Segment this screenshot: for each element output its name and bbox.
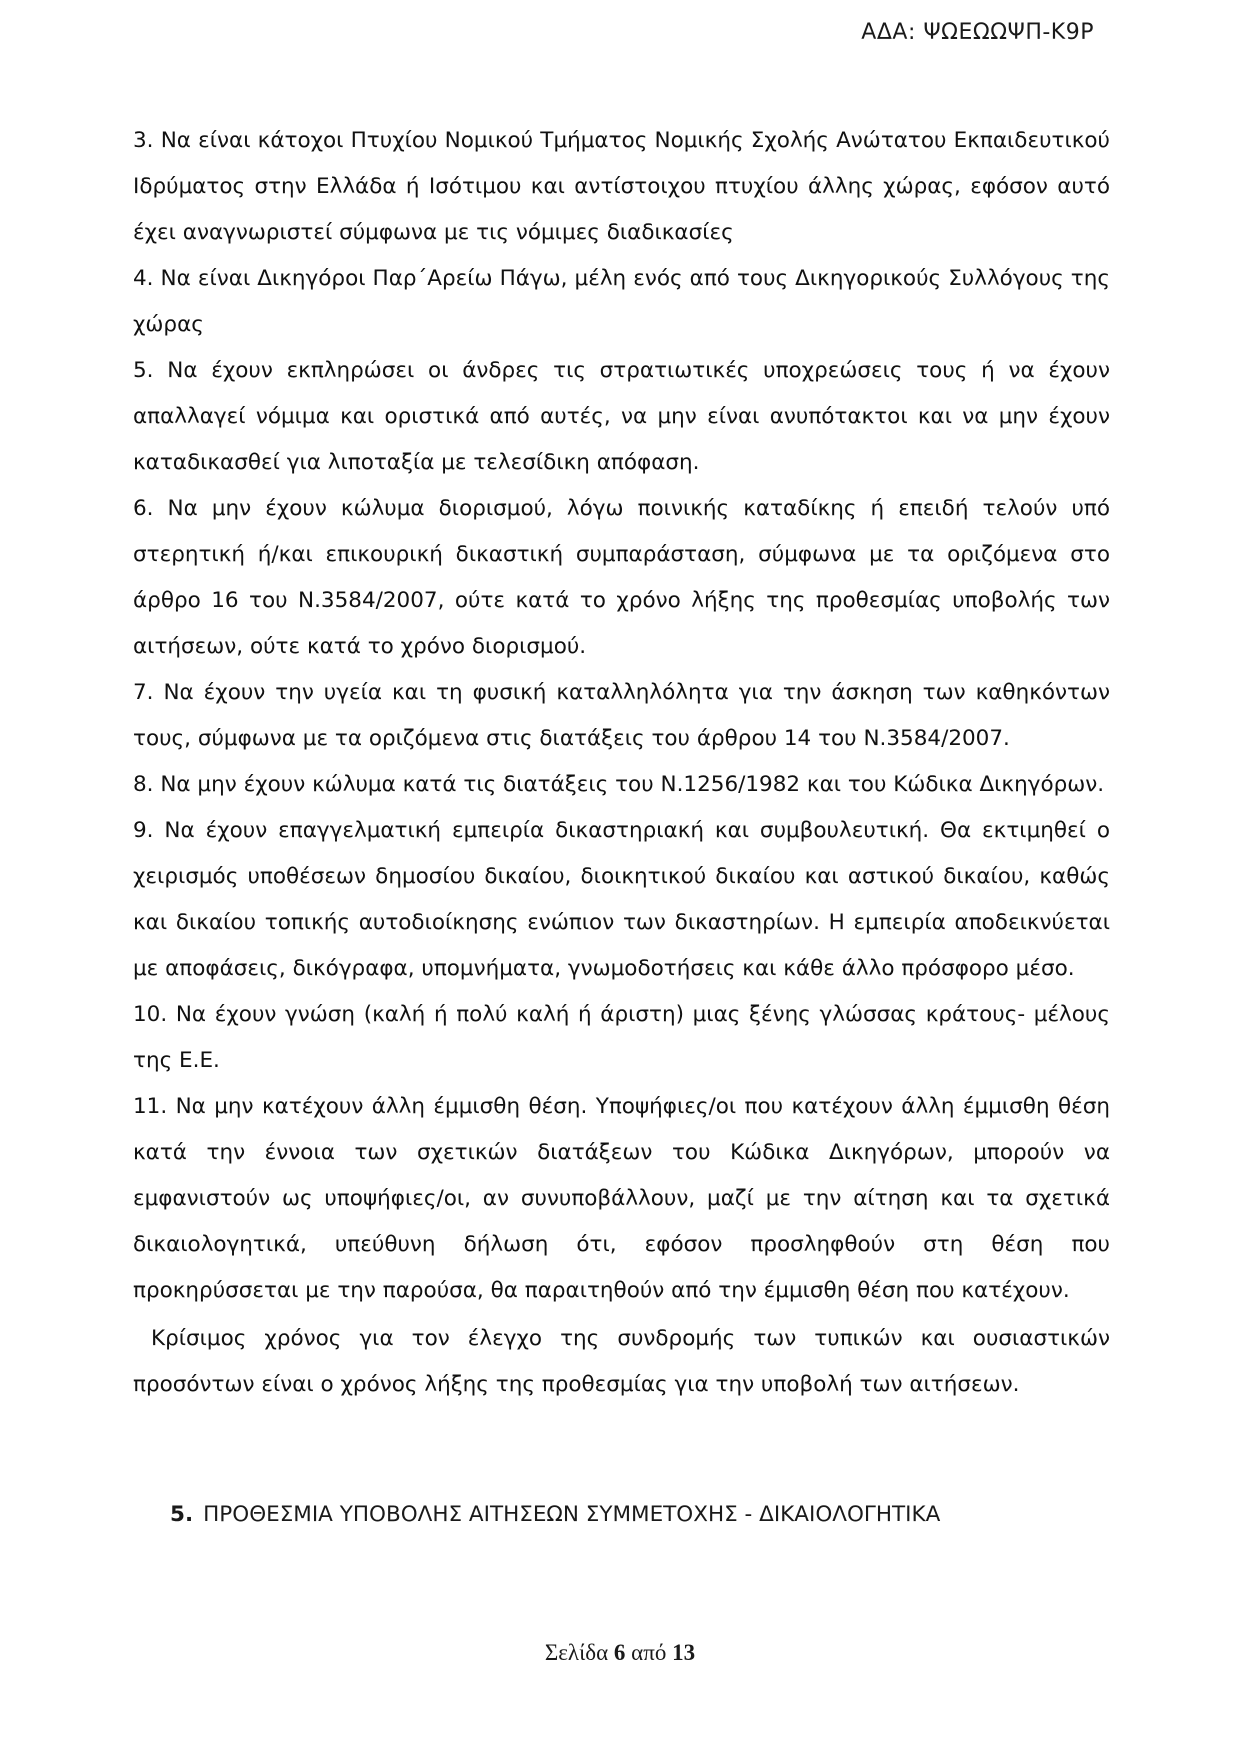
requirement-item-5: 5. Να έχουν εκπληρώσει οι άνδρες τις στρατιωτικές υποχρεώσεις τους ή να έχουν απαλλαγεί νόμιμα και οριστικά από αυτές, να μην είναι ανυπότακτοι και να μην έχουν καταδικασθεί για λιποταξία με τελεσίδικη απόφαση. [133, 358, 1110, 475]
current-page-number: 6 [613, 1640, 626, 1665]
closing-paragraph: Κρίσιμος χρόνος για τον έλεγχο της συνδρομής των τυπικών και ουσιαστικών προσόντων είναι ο χρόνος λήξης της προθεσμίας για την υποβολή των αιτήσεων. [133, 1326, 1110, 1397]
page-footer [0, 1640, 1240, 1666]
requirement-item-6: 6. Να μην έχουν κώλυμα διορισμού, λόγω ποινικής καταδίκης ή επειδή τελούν υπό στερητική ή/και επικουρική δικαστική συμπαράσταση, σύμφωνα με τα οριζόμενα στο άρθρο 16 του Ν.3584/2007, ούτε κατά το χρόνο λήξης της προθεσμίας υποβολής των αιτήσεων, ούτε κατά το χρόνο διορισμού. [133, 496, 1110, 659]
document-body [133, 118, 1110, 1408]
page-word: Σελίδα [544, 1640, 609, 1665]
section-number: 5. [170, 1502, 194, 1527]
ada-code: ΑΔΑ: ΨΩΕΩΩΨΠ-Κ9Ρ [861, 20, 1094, 45]
section-title: ΠΡΟΘΕΣΜΙΑ ΥΠΟΒΟΛΗΣ ΑΙΤΗΣΕΩΝ ΣΥΜΜΕΤΟΧΗΣ - ΔΙΚΑΙΟΛΟΓΗΤΙΚΑ [203, 1502, 941, 1527]
section-heading [170, 1502, 940, 1527]
requirement-item-3: 3. Να είναι κάτοχοι Πτυχίου Νομικού Τμήματος Νομικής Σχολής Ανώτατου Εκπαιδευτικού Ιδρύματος στην Ελλάδα ή Ισότιμου και αντίστοιχου πτυχίου άλλης χώρας, εφόσον αυτό έχει αναγνωριστεί σύμφωνα με τις νόμιμες διαδικασίες [133, 128, 1110, 245]
requirement-item-11: 11. Να μην κατέχουν άλλη έμμισθη θέση. Υποψήφιες/οι που κατέχουν άλλη έμμισθη θέση κατά την έννοια των σχετικών διατάξεων του Κώδικα Δικηγόρων, μπορούν να εμφανιστούν ως υποψήφιες/οι, αν συνυποβάλλουν, μαζί με την αίτηση και τα σχετικά δικαιολογητικά, υπεύθυνη δήλωση ότι, εφόσον προσληφθούν στη θέση που προκηρύσσεται με την παρούσα, θα παραιτηθούν από την έμμισθη θέση που κατέχουν. [133, 1094, 1110, 1303]
requirement-item-10: 10. Να έχουν γνώση (καλή ή πολύ καλή ή άριστη) μιας ξένης γλώσσας κράτους- μέλους της Ε.Ε. [133, 1002, 1110, 1073]
requirement-item-4: 4. Να είναι Δικηγόροι Παρ΄Αρείω Πάγω, μέλη ενός από τους Δικηγορικούς Συλλόγους της χώρας [133, 266, 1110, 337]
of-word: από [631, 1640, 667, 1665]
requirement-item-8: 8. Να μην έχουν κώλυμα κατά τις διατάξεις του Ν.1256/1982 και του Κώδικα Δικηγόρων. [133, 772, 1105, 797]
total-pages-number: 13 [672, 1640, 696, 1665]
requirement-item-7: 7. Να έχουν την υγεία και τη φυσική καταλληλόλητα για την άσκηση των καθηκόντων τους, σύμφωνα με τα οριζόμενα στις διατάξεις του άρθρου 14 του Ν.3584/2007. [133, 680, 1110, 751]
requirement-item-9: 9. Να έχουν επαγγελματική εμπειρία δικαστηριακή και συμβουλευτική. Θα εκτιμηθεί ο χειρισμός υποθέσεων δημοσίου δικαίου, διοικητικού δικαίου και αστικού δικαίου, καθώς και δικαίου τοπικής αυτοδιοίκησης ενώπιον των δικαστηρίων. Η εμπειρία αποδεικνύεται με αποφάσεις, δικόγραφα, υπομνήματα, γνωμοδοτήσεις και κάθε άλλο πρόσφορο μέσο. [133, 818, 1110, 981]
